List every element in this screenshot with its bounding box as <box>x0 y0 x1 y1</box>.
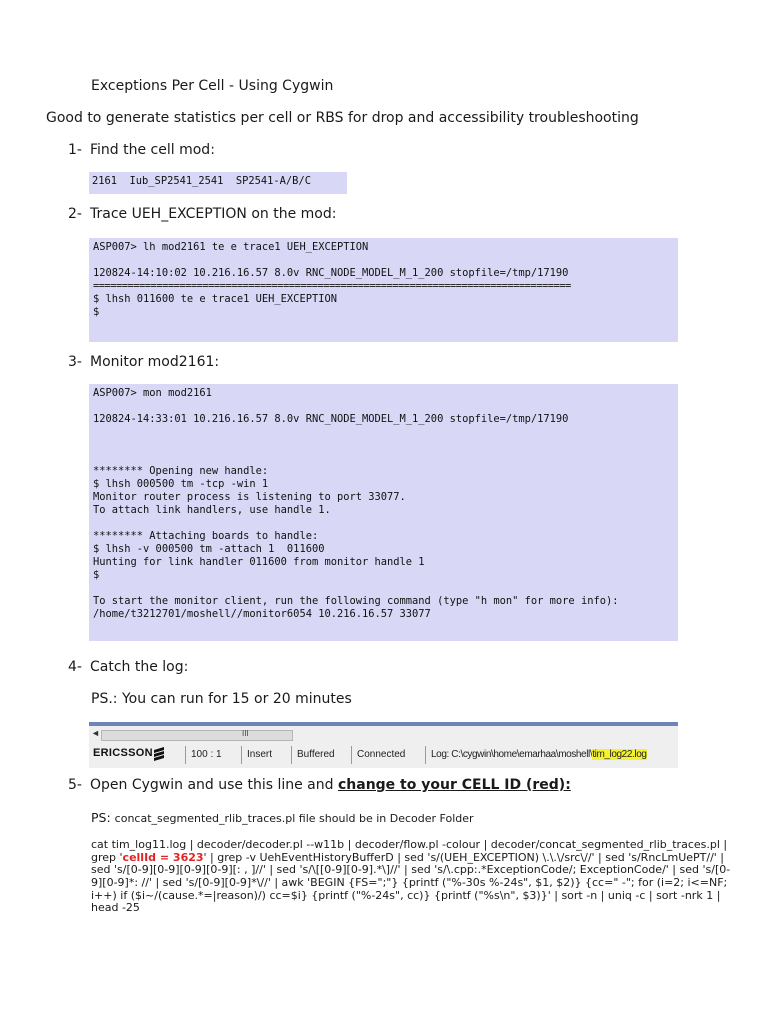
step-number: 2- <box>68 206 82 222</box>
intro-text: Good to generate statistics per cell or RBS for drop and accessibility troubleshooting <box>46 110 639 126</box>
code-line: Monitor router process is listening to port 33077. <box>93 491 406 503</box>
trace-box <box>89 238 678 342</box>
code-line: ******** Attaching boards to handle: <box>93 530 319 542</box>
code-line: 120824-14:33:01 10.216.16.57 8.0v RNC_NODE_MODEL_M_1_200 stopfile=/tmp/17190 <box>93 413 569 425</box>
code-line: ASP007> mon mod2161 <box>93 387 212 399</box>
code-line: /home/t3212701/moshell//monitor6054 10.216.16.57 33077 <box>93 608 431 620</box>
command-part-2: ' | grep -v UehEventHistoryBufferD | sed 's/(UEH_EXCEPTION) \.\.\/src\//' | sed 's/RncLmUePT//' | sed 's/[0-9][0-9][0-9][0-9][: , ]//' | sed 's/\[[0-9][0-9].*\]//' | sed 's/\.cpp:.*ExceptionCode/; ExceptionCode/' | sed 's/[0-9][0-9]*: //' | sed 's/[0-9][0-9]*\//' | awk 'BEGIN {FS=";"} {printf ("%-30s %-24s", $1, $2)} {cc=" -"; for (i=2; i<=NF; i++) if ($i~/(cause.*=|reason)/) cc=$i} {printf ("%-24s", cc)} {printf ("%s\n", $3)}' | sort -n | uniq -c | sort -nrk 1 | head -25 <box>91 850 731 915</box>
step-text-lead: Open Cygwin and use this line and <box>90 777 338 793</box>
step-text: Find the cell mod: <box>90 142 215 158</box>
code-line: Hunting for link handler 011600 from monitor handle 1 <box>93 556 425 568</box>
code-line: $ lhsh 000500 tm -tcp -win 1 <box>93 478 269 490</box>
log-file-name: tim_log22.log <box>592 749 647 760</box>
grip-icon: III <box>242 729 249 738</box>
code-line: 120824-14:10:02 10.216.16.57 8.0v RNC_NODE_MODEL_M_1_200 stopfile=/tmp/17190 <box>93 267 569 279</box>
code-line: $ lhsh -v 000500 tm -attach 1 011600 <box>93 543 325 555</box>
step-text-emphasis: change to your CELL ID (red): <box>337 777 571 793</box>
horizontal-scrollbar[interactable] <box>89 728 678 742</box>
zoom-indicator: 100 : 1 <box>185 746 237 764</box>
code-line: $ <box>93 306 100 318</box>
step-text: Catch the log: <box>90 659 189 675</box>
step-number: 3- <box>68 354 82 370</box>
cell-id: cellId = 3623 <box>122 850 204 864</box>
code-line: $ lhsh 011600 te e trace1 UEH_EXCEPTION <box>93 293 337 305</box>
command-part-1: cat tim_log11.log | decoder/decoder.pl --w11b | decoder/flow.pl -colour | decoder/concat_segmented_rlib_traces.pl | grep ' <box>91 838 728 864</box>
step-number: 5- <box>68 777 82 793</box>
code-line: $ <box>93 569 100 581</box>
separator-line: =================================================================================== <box>93 280 571 292</box>
page-title: Exceptions Per Cell - Using Cygwin <box>91 78 334 94</box>
buffered-status: Buffered <box>291 746 349 764</box>
step-number: 4- <box>68 659 82 675</box>
cygwin-command <box>91 839 731 915</box>
step-text: Trace UEH_EXCEPTION on the mod: <box>90 206 337 222</box>
step-number: 1- <box>68 142 82 158</box>
ps-text: concat_segmented_rlib_traces.pl file should be in Decoder Folder <box>114 812 474 825</box>
ericsson-logo: ERICSSON <box>93 747 153 759</box>
moshell-status-bar <box>89 722 678 768</box>
scroll-thumb[interactable] <box>101 730 293 741</box>
ps-label: PS: <box>91 810 115 825</box>
connection-status: Connected <box>351 746 423 764</box>
step-text <box>90 777 571 793</box>
code-line: ASP007> lh mod2161 te e trace1 UEH_EXCEPTION <box>93 241 369 253</box>
code-line: ******** Opening new handle: <box>93 465 269 477</box>
step-text: Monitor mod2161: <box>90 354 220 370</box>
ericsson-mark-icon <box>151 747 167 761</box>
cell-mod-box <box>89 172 347 194</box>
log-path <box>425 746 679 764</box>
log-path-prefix: Log: C:\cygwin\home\emarhaa\moshell\ <box>431 749 593 760</box>
ps-duration-note: PS.: You can run for 15 or 20 minutes <box>91 691 352 707</box>
insert-mode: Insert <box>241 746 289 764</box>
code-line: To start the monitor client, run the following command (type "h mon" for more info): <box>93 595 619 607</box>
code-line: To attach link handlers, use handle 1. <box>93 504 331 516</box>
monitor-box <box>89 384 678 641</box>
ps-decoder-note <box>91 810 474 825</box>
status-cells <box>89 744 678 766</box>
scroll-left-icon[interactable]: ◄ <box>91 728 100 738</box>
code-line: 2161 Iub_SP2541_2541 SP2541-A/B/C <box>92 175 311 187</box>
